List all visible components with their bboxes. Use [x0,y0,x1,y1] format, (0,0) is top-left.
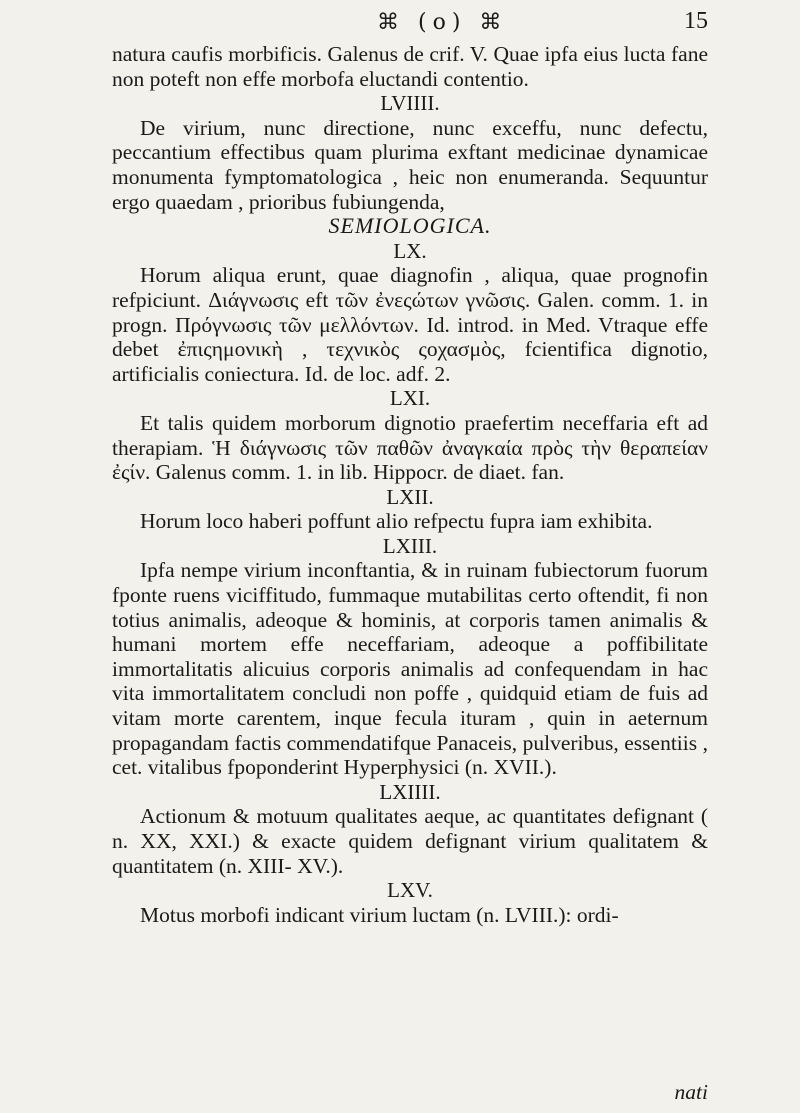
paragraph-64: Actionum & motuum qualitates aeque, ac quantitates defignant ( n. XX, XXI.) & exacte quidem defignant virium qualitatem & quantitatem (n. XIII- XV.). [112,804,708,878]
section-number-60: LX. [393,238,427,263]
paragraph-61: Et talis quidem morborum dignotio praefertim neceffaria eft ad therapiam. Ἡ διάγνωσις τῶν παθῶν ἀναγκαία πρὸς τὴν θεραπείαν ἐςίν. Galenus comm. 1. in lib. Hippocr. de diaet. fan. [112,410,708,485]
paragraph-58-continuation: natura caufis morbificis. Galenus de crif. V. Quae ipfa eius lucta fane non poteft non effe morbofa eluctandi contentio. [112,42,708,91]
paragraph-59: De virium, nunc directione, nunc exceffu, nunc defectu, peccantium effectibus quam plurima exftant medicinae dynamicae monumenta fymptomatologica , heic non enumeranda. Sequuntur ergo quaedam , prioribus fubiungenda, [112,115,708,214]
header-ornament: ⌘ (o) ⌘ [377,10,508,35]
section-number-59: LVIIII. [380,91,440,116]
section-number-62: LXII. [386,484,434,509]
page-header [112,4,708,38]
paragraph-65: Motus morbofi indicant virium luctam (n. LVIII.): ordi- [140,902,619,927]
section-heading-semiologica: SEMIOLOGICA. [328,213,492,239]
paragraph-62: Horum loco haberi poffunt alio refpectu fupra iam exhibita. [140,509,653,534]
section-number-63: LXIII. [382,533,438,558]
paragraph-60: Horum aliqua erunt, quae diagnofin , aliqua, quae prognofin refpiciunt. Διάγνωσις eft τῶν ἐνεςώτων γνῶσις. Galen. comm. 1. in progn. Πρόγνωσις τῶν μελλόντων. Id. introd. in Med. Vtraque effe debet ἐπιςημονικὴ , τεχνικὸς ςοχασμὸς, fcientifica dignotio, artificialis coniectura. Id. de loc. adf. 2. [112,263,708,386]
body-text [112,42,708,927]
section-number-61: LXI. [389,386,431,411]
section-number-65: LXV. [387,878,433,903]
section-number-64: LXIIII. [379,779,441,804]
paragraph-63: Ipfa nempe virium inconftantia, & in ruinam fubiectorum fuorum fponte ruens viciffitudo, fummaque mutabilitas certo oftendit, fi non totius animalis, adeoque & hominis, at corporis tamen animalis & humani mortem effe neceffariam, adeoque a poffibilitate immortalitatis alicuius corporis animalis ad confequendam in hac vita immortalitatem concludi non poffe , quidquid etiam de fuis ad vitam morte carentem, inque fecula ituram , quin in aeternum propagandam factis commendatifque Panaceis, pulveribus, essentiis , cet. vitalibus fpoponderint Hyperphysici (n. XVII.). [112,558,708,780]
page-number: 15 [684,8,708,34]
catchword: nati [674,1080,708,1104]
